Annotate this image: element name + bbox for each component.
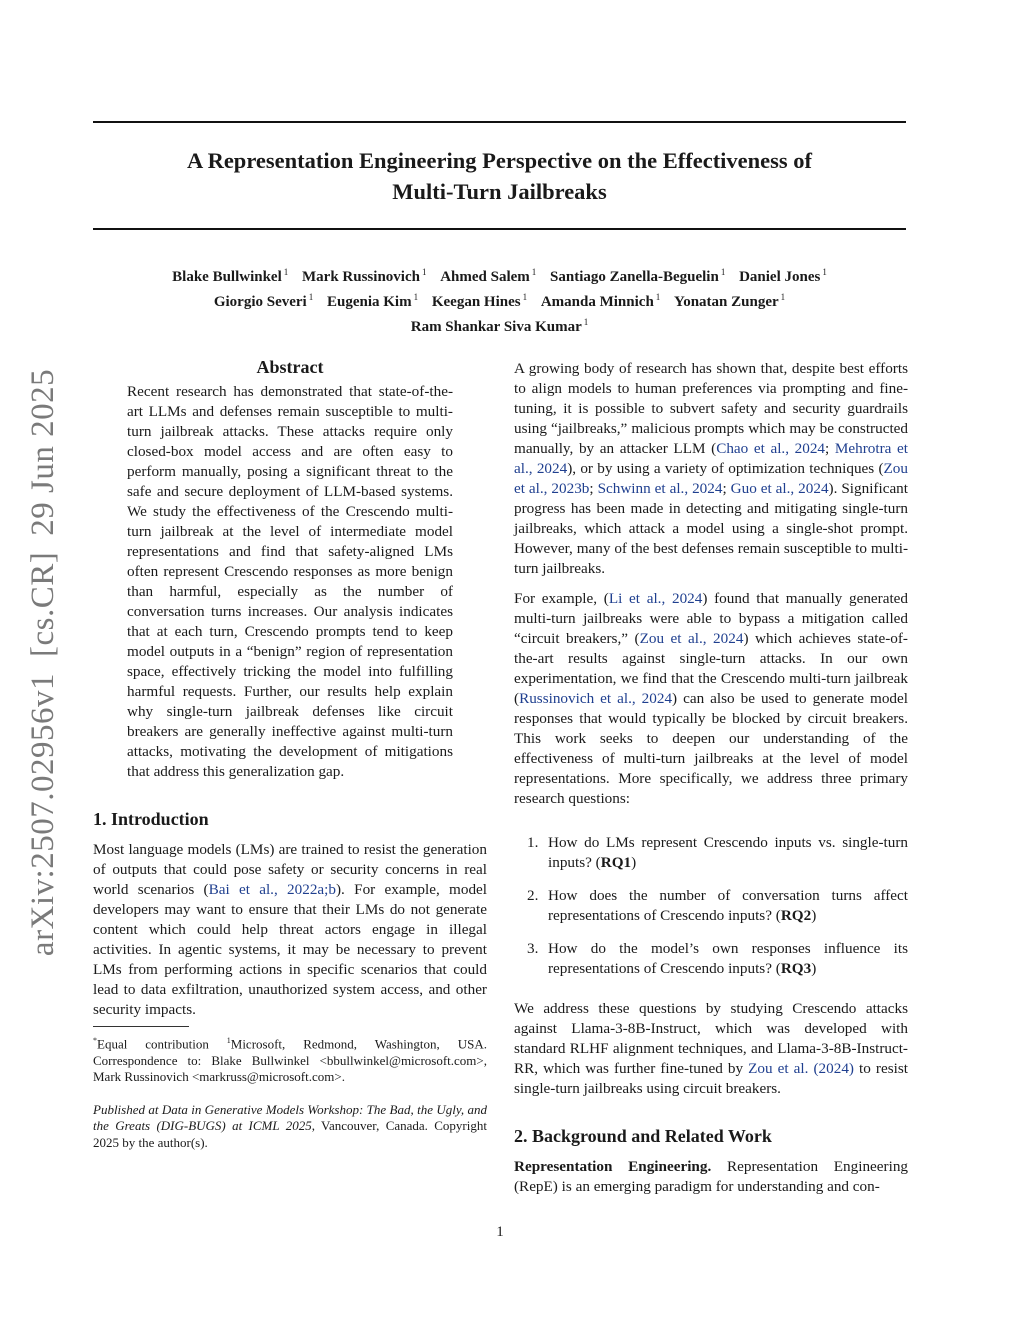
right-paragraph-4: Representation Engineering. Representation Engineering (RepE) is an emerging paradigm for understanding and con- [514, 1158, 909, 1195]
arxiv-date: 29 Jun 2025 [25, 368, 62, 536]
arxiv-id: arXiv:2507.02956v1 [25, 672, 62, 956]
author: Mark Russinovich $^1$ [302, 267, 427, 285]
abstract-text: Recent research has demonstrated that state-of-the-art LLMs and defenses remain susceptible to multi-turn jailbreak attacks. These attacks require only closed-box model access and are often easy to perform manually, posing a significant threat to the safe and secure deployment of LLM-based systems. We study the effectiveness of the Crescendo multi-turn jailbreak at the level of intermediate model representations and find that safety-aligned LMs often represent Crescendo responses as more benign than harmful, especially as the number of conversation turns increases. Our analysis indicates that at each turn, Crescendo prompts tend to keep model outputs in a “benign” region of representation space, effectively tricking the model into fulfilling harmful requests. Further, our results help explain why single-turn jailbreak defenses like circuit breakers are generally ineffective against multi-turn attacks, motivating the development of mitigations that address this generalization gap. [127, 383, 453, 780]
author: Amanda Minnich $^1$ [540, 292, 661, 310]
author: Santiago Zanella-Beguelin $^1$ [550, 267, 726, 285]
arxiv-category: [cs.CR] [25, 551, 62, 657]
author: Ram Shankar Siva Kumar $^1$ [410, 317, 589, 335]
section-heading-background: 2. Background and Related Work [514, 1126, 772, 1146]
title-bottom-rule [93, 228, 906, 230]
author: Ahmed Salem $^1$ [440, 267, 537, 285]
title-line-1: A Representation Engineering Perspective on the Effectiveness of [186, 148, 813, 173]
citation-link[interactable]: Chao et al., 2024 [716, 440, 826, 457]
publication-note: Published at Data in Generative Models Workshop: The Bad, the Ugly, and the Greats (DIG-BUGS) at ICML 2025, Vancouver, Canada. Copyright 2025 by the author(s). [93, 1101, 487, 1150]
left-column [93, 356, 487, 1151]
citation-link[interactable]: Schwinn et al., 2024 [597, 480, 723, 497]
research-question: 1. How do LMs represent Crescendo inputs vs. single-turn inputs? (RQ1) [527, 834, 908, 871]
title-top-rule [93, 121, 906, 123]
author-list [93, 262, 906, 337]
intro-paragraph: Most language models (LMs) are trained to resist the generation of outputs that could pose safety or security concerns in real world scenarios (Bai et al., 2022a;b). For example, model developers may want to ensure that their LMs do not generate content which could help threat actors engage in illegal activities. In agentic systems, it may be necessary to prevent LMs from performing actions in specific scenarios that could lead to data exfiltration, unauthorized system access, and other security impacts. [93, 841, 487, 1018]
author: Yonatan Zunger $^1$ [674, 292, 786, 310]
citation-link[interactable]: Zou et al. (2024) [748, 1060, 854, 1077]
citation-link[interactable]: Mehrotra et al., 2024 [514, 440, 908, 477]
author: Daniel Jones $^1$ [739, 267, 827, 285]
citation-link[interactable]: Russinovich et al., 2024 [519, 690, 673, 707]
right-paragraph-3: We address these questions by studying Crescendo attacks against Llama-3-8B-Instruct, which was developed with standard RLHF alignment techniques, and Llama-3-8B-Instruct-RR, which was further fine-tuned by Zou et al. (2024) to resist single-turn jailbreaks using circuit breakers. [514, 1000, 908, 1097]
page-number: 1 [496, 1224, 504, 1240]
author: Keegan Hines $^1$ [431, 292, 528, 310]
research-question-list [514, 833, 908, 979]
citation-link[interactable]: Guo et al., 2024 [730, 480, 829, 497]
abstract-heading: Abstract [256, 357, 324, 377]
citation-link[interactable]: Bai et al., 2022a;b [208, 881, 336, 898]
research-question: 2. How does the number of conversation turns affect representations of Crescendo inputs? (RQ2) [527, 887, 908, 924]
title-line-2: Multi-Turn Jailbreaks [392, 179, 607, 204]
citation-link[interactable]: Li et al., 2024 [608, 590, 703, 607]
paper-title [93, 145, 906, 207]
right-paragraph-1: A growing body of research has shown that, despite best efforts to align models to human preferences via prompting and fine-tuning, it is possible to subvert safety and security guardrails using “jailbreaks,” malicious prompts which may be constructed manually, by an attacker LLM (Chao et al., 2024; Mehrotra et al., 2024), or by using a variety of optimization techniques (Zou et al., 2023b; Schwinn et al., 2024; Guo et al., 2024). Significant progress has been made in detecting and mitigating single-turn jailbreaks, which attack a model using a single-shot prompt. However, many of the best defenses remain susceptible to multi-turn jailbreaks. [514, 360, 908, 577]
citation-link[interactable]: Zou et al., 2024 [639, 630, 744, 647]
citation-link[interactable]: Zou et al., 2023b [514, 460, 908, 497]
abstract [93, 356, 487, 782]
section-heading-introduction: 1. Introduction [93, 809, 209, 829]
right-column [514, 359, 908, 1197]
arxiv-stamp [23, 368, 65, 956]
author: Eugenia Kim $^1$ [326, 292, 419, 310]
right-paragraph-2: For example, (Li et al., 2024) found that manually generated multi-turn jailbreaks were able to bypass a mitigation called “circuit breakers,” (Zou et al., 2024) which achieves state-of-the-art results against single-turn attacks. In our own experimentation, we find that the Crescendo multi-turn jailbreak (Russinovich et al., 2024) can also be used to generate model responses that would typically be blocked by circuit breakers. This work seeks to deepen our understanding of the effectiveness of multi-turn jailbreaks at the level of model representations. More specifically, we address three primary research questions: [514, 590, 909, 807]
author: Blake Bullwinkel $^1$ [172, 267, 289, 285]
author: Giorgio Severi $^1$ [213, 292, 314, 310]
research-question: 3. How do the model’s own responses influence its representations of Crescendo inputs? (RQ3) [527, 940, 908, 977]
footnote-rule [93, 1026, 189, 1027]
footnote: *Equal contribution $^1$Microsoft, Redmond, Washington, USA. Correspondence to: Blake Bullwinkel <bbullwinkel@microsoft.com>, Mark Russinovich <markruss@microsoft.com>. [93, 1036, 487, 1085]
